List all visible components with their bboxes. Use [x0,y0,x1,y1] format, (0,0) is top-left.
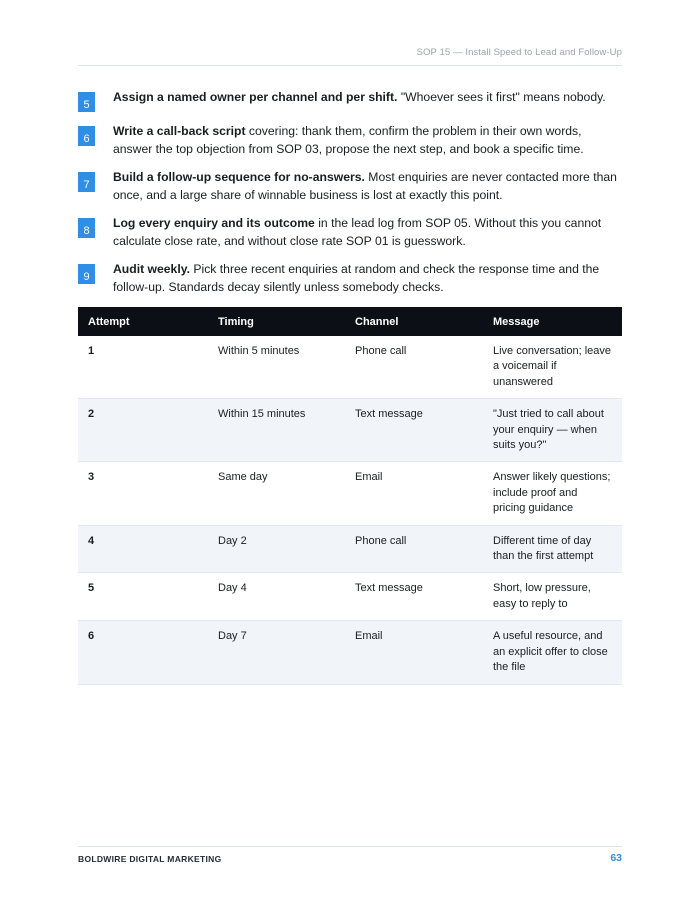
step-body: "Whoever sees it first" means nobody. [397,90,606,104]
cell-channel: Email [345,462,483,525]
follow-up-sequence-table [78,307,622,685]
step-item [78,260,622,296]
cell-attempt: 1 [78,336,208,399]
running-header-title: SOP 15 — Install Speed to Lead and Follow-Up [416,47,622,58]
cell-timing: Day 4 [208,573,345,621]
step-body: Most enquiries are never contacted more than once, and a large share of winnable business is lost at exactly this point. [113,170,617,202]
cell-attempt: 5 [78,573,208,621]
cell-message: Short, low pressure, easy to reply to [483,573,622,621]
step-item [78,168,622,204]
footer-divider [78,846,622,847]
table-header-row [78,307,622,336]
cell-timing: Day 2 [208,525,345,573]
step-number-badge: 7 [78,172,95,192]
header-divider [78,65,622,66]
step-text [113,260,622,296]
page-number: 63 [610,852,622,864]
cell-timing: Within 5 minutes [208,336,345,399]
column-header-timing: Timing [208,307,345,336]
cell-channel: Phone call [345,525,483,573]
cell-message: Different time of day than the first attempt [483,525,622,573]
step-item [78,88,622,112]
table-row [78,336,622,399]
step-lead: Assign a named owner per channel and per shift. [113,90,398,104]
column-header-message: Message [483,307,622,336]
step-body: in the lead log from SOP 05. Without this you cannot calculate close rate, and without close rate SOP 01 is guesswork. [113,216,602,248]
step-text [113,168,622,204]
table-row [78,399,622,462]
table-row [78,525,622,573]
step-text [113,88,606,106]
table-row [78,621,622,684]
cell-channel: Text message [345,399,483,462]
cell-attempt: 3 [78,462,208,525]
step-item [78,214,622,250]
cell-message: A useful resource, and an explicit offer to close the file [483,621,622,684]
step-number-badge: 8 [78,218,95,238]
step-list [78,88,622,306]
step-text [113,214,622,250]
cell-attempt: 2 [78,399,208,462]
step-lead: Audit weekly. [113,262,190,276]
step-lead: Log every enquiry and its outcome [113,216,315,230]
footer-company-name: BOLDWIRE DIGITAL MARKETING [78,854,222,864]
cell-attempt: 6 [78,621,208,684]
cell-timing: Same day [208,462,345,525]
cell-channel: Text message [345,573,483,621]
column-header-attempt: Attempt [78,307,208,336]
cell-channel: Email [345,621,483,684]
table-row [78,462,622,525]
cell-message: Answer likely questions; include proof and pricing guidance [483,462,622,525]
step-item [78,122,622,158]
step-number-badge: 9 [78,264,95,284]
step-body: covering: thank them, confirm the problem in their own words, answer the top objection from SOP 03, propose the next step, and book a specific time. [113,124,584,156]
cell-message: "Just tried to call about your enquiry — when suits you?" [483,399,622,462]
step-text [113,122,622,158]
column-header-channel: Channel [345,307,483,336]
step-body: Pick three recent enquiries at random and check the response time and the follow-up. Standards decay silently unless somebody checks. [113,262,600,294]
step-number-badge: 6 [78,126,95,146]
cell-channel: Phone call [345,336,483,399]
step-lead: Build a follow-up sequence for no-answers. [113,170,365,184]
cell-attempt: 4 [78,525,208,573]
cell-timing: Day 7 [208,621,345,684]
cell-timing: Within 15 minutes [208,399,345,462]
table-row [78,573,622,621]
step-number-badge: 5 [78,92,95,112]
cell-message: Live conversation; leave a voicemail if unanswered [483,336,622,399]
step-lead: Write a call-back script [113,124,246,138]
